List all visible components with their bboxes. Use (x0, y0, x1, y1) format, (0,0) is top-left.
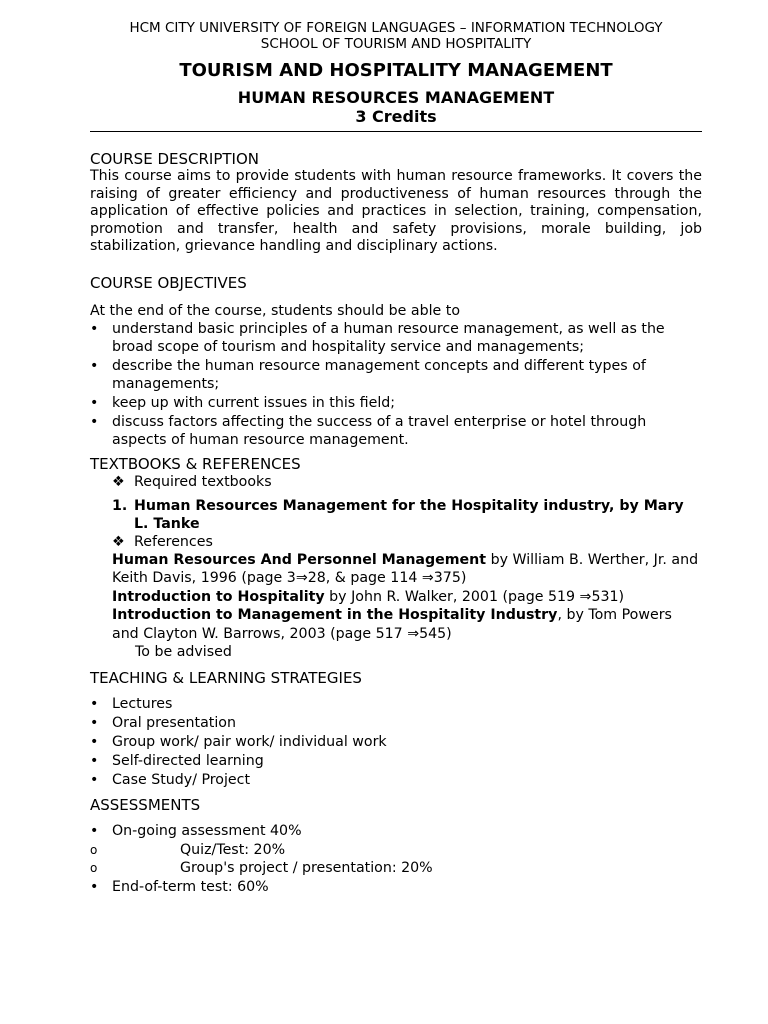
objectives-heading: COURSE OBJECTIVES (90, 273, 247, 292)
school-name: SCHOOL OF TOURISM AND HOSPITALITY (260, 36, 532, 52)
course-credits: 3 Credits (355, 107, 437, 126)
list-item: • keep up with current issues in this field; (90, 394, 396, 411)
list-item: • End-of-term test: 60% (90, 878, 269, 895)
strategies-list (90, 695, 702, 790)
textbooks-heading: TEXTBOOKS & REFERENCES (90, 454, 301, 473)
textbook-number: 1. (112, 497, 128, 514)
strategies-heading: TEACHING & LEARNING STRATEGIES (90, 669, 362, 688)
reference-title: Introduction to Hospitality (112, 588, 325, 605)
bullet-icon: • (90, 394, 99, 411)
objectives-intro: At the end of the course, students should be able to (90, 302, 460, 319)
references-label: ❖ References (112, 533, 213, 550)
bullet-icon: • (90, 734, 99, 751)
objectives-list (90, 320, 702, 449)
circle-bullet-icon: o (90, 861, 98, 876)
diamond-icon: ❖ (112, 533, 125, 550)
list-item: • Self-directed learning (90, 753, 264, 770)
list-item: • understand basic principles of a human resource management, as well as the broad scope of tourism and hospitality service and managements; (90, 320, 665, 355)
program-title: TOURISM AND HOSPITALITY MANAGEMENT (179, 60, 613, 81)
reference-item: Human Resources And Personnel Management by William B. Werther, Jr. and Keith Davis, 1996 (page 3⇒28, & page 114 ⇒375) (112, 551, 699, 587)
description-heading: COURSE DESCRIPTION (90, 150, 259, 168)
reference-item: Introduction to Hospitality by John R. Walker, 2001 (page 519 ⇒531) (112, 588, 625, 605)
required-textbooks-label: ❖ Required textbooks (112, 473, 272, 490)
bullet-icon: • (90, 715, 99, 732)
university-name: HCM CITY UNIVERSITY OF FOREIGN LANGUAGES – INFORMATION TECHNOLOGY (129, 20, 663, 36)
description-text: This course aims to provide students with human resource frameworks. It covers the raising of greater efficiency and productiveness of human resources through the application of effective policies and practices in selection, training, compensation, promotion and transfer, health and safety provisions, morale building, job stabilization, grievance handling and disciplinary actions. (90, 168, 702, 255)
required-textbook (90, 497, 702, 533)
textbook-title: Human Resources Management for the Hospitality industry, by Mary L. Tanke (134, 497, 684, 532)
list-item: • Lectures (90, 696, 173, 713)
assessments-heading: ASSESSMENTS (90, 796, 201, 815)
header-divider (90, 131, 702, 132)
bullet-icon: • (90, 753, 99, 770)
list-item: • Case Study/ Project (90, 772, 251, 789)
document-page (90, 20, 702, 896)
bullet-icon: • (90, 413, 99, 430)
reference-title: Human Resources And Personnel Management (112, 551, 487, 568)
course-title: HUMAN RESOURCES MANAGEMENT (237, 88, 555, 107)
reference-item: Introduction to Management in the Hospitality Industry, by Tom Powers and Clayton W. Barrows, 2003 (page 517 ⇒545) (112, 607, 672, 642)
list-item: • Group work/ pair work/ individual work (90, 734, 387, 751)
list-item: • Oral presentation (90, 715, 236, 732)
bullet-icon: • (90, 357, 99, 374)
assessments-list (90, 822, 702, 896)
list-item: • describe the human resource management concepts and different types of managements; (90, 357, 646, 392)
reference-title: Introduction to Management in the Hospitality Industry (112, 607, 558, 624)
bullet-icon: • (90, 878, 99, 895)
list-item: • discuss factors affecting the success of a travel enterprise or hotel through aspects of human resource management. (90, 413, 647, 448)
list-item: o Quiz/Test: 20% (90, 841, 286, 858)
circle-bullet-icon: o (90, 842, 98, 857)
diamond-icon: ❖ (112, 473, 125, 490)
list-item: o Group's project / presentation: 20% (90, 860, 433, 877)
list-item: • On-going assessment 40% (90, 823, 302, 840)
bullet-icon: • (90, 696, 99, 713)
bullet-icon: • (90, 320, 99, 337)
bullet-icon: • (90, 823, 99, 840)
bullet-icon: • (90, 772, 99, 789)
to-be-advised: To be advised (135, 644, 232, 661)
